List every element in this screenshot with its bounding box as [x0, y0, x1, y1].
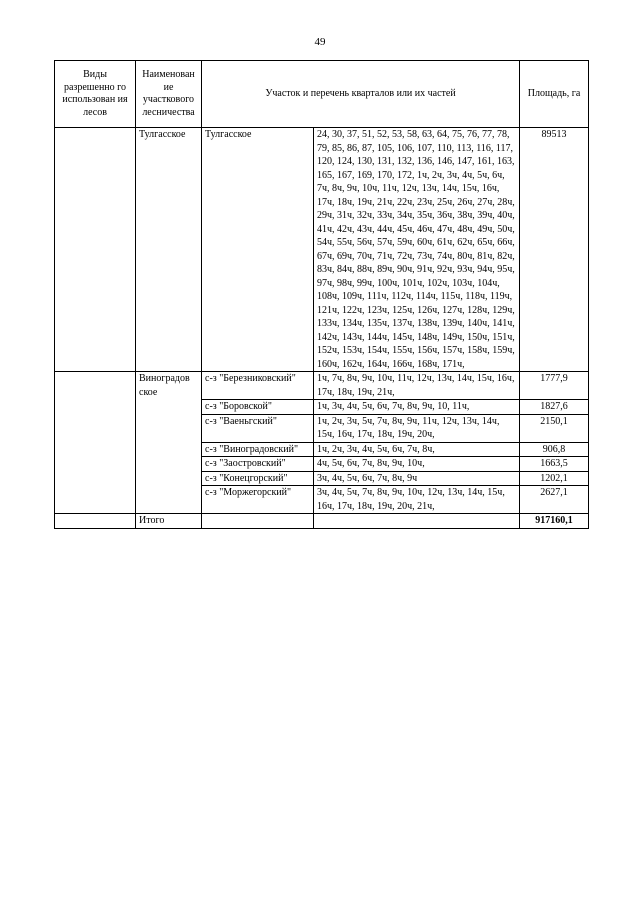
area-cell: 89513	[520, 128, 589, 372]
area-cell: 2627,1	[520, 486, 589, 514]
plot-cell: с-з "Березниковский"	[202, 372, 314, 400]
quarters-cell: 3ч, 4ч, 5ч, 7ч, 8ч, 9ч, 10ч, 12ч, 13ч, 14ч, 15ч, 16ч, 17ч, 18ч, 19ч, 20ч, 21ч,	[314, 486, 520, 514]
table-row	[55, 128, 589, 372]
area-cell: 1663,5	[520, 457, 589, 472]
quarters-cell: 1ч, 7ч, 8ч, 9ч, 10ч, 11ч, 12ч, 13ч, 14ч, 15ч, 16ч, 17ч, 18ч, 19ч, 21ч,	[314, 372, 520, 400]
header-usage-type: Виды разрешенно го использован ия лесов	[55, 61, 136, 128]
page-number: 49	[314, 36, 326, 48]
plot-cell: с-з "Заостровский"	[202, 457, 314, 472]
plot-cell: с-з "Моржегорский"	[202, 486, 314, 514]
area-cell: 2150,1	[520, 414, 589, 442]
total-row	[55, 514, 589, 529]
total-area: 917160,1	[520, 514, 589, 529]
table-header-row	[55, 61, 589, 128]
usage-cell	[55, 128, 136, 372]
district-cell: Тулгасское	[136, 128, 202, 372]
quarters-cell: 3ч, 4ч, 5ч, 6ч, 7ч, 8ч, 9ч	[314, 471, 520, 486]
area-cell: 1827,6	[520, 400, 589, 415]
plot-cell: с-з "Виноградовский"	[202, 442, 314, 457]
quarters-cell: 24, 30, 37, 51, 52, 53, 58, 63, 64, 75, 76, 77, 78, 79, 85, 86, 87, 105, 106, 107, 110, 113, 116, 117, 120, 124, 130, 131, 132, 136, 146, 147, 161, 163, 165, 167, 169, 170, 172, 1ч, 2ч, 3ч, 4ч, 5ч, 6ч, 7ч, 8ч, 9ч, 10ч, 11ч, 12ч, 13ч, 14ч, 15ч, 16ч, 17ч, 18ч, 19ч, 21ч, 22ч, 23ч, 25ч, 26ч, 27ч, 28ч, 29ч, 31ч, 32ч, 33ч, 34ч, 35ч, 36ч, 38ч, 39ч, 40ч, 41ч, 42ч, 43ч, 44ч, 45ч, 46ч, 47ч, 48ч, 49ч, 50ч, 54ч, 55ч, 56ч, 57ч, 59ч, 60ч, 61ч, 62ч, 65ч, 66ч, 67ч, 69ч, 70ч, 71ч, 72ч, 73ч, 74ч, 80ч, 81ч, 82ч, 83ч, 84ч, 88ч, 89ч, 90ч, 91ч, 92ч, 93ч, 94ч, 95ч, 97ч, 98ч, 99ч, 100ч, 101ч, 102ч, 103ч, 104ч, 108ч, 109ч, 111ч, 112ч, 114ч, 115ч, 118ч, 119ч, 121ч, 122ч, 123ч, 125ч, 126ч, 127ч, 128ч, 129ч, 133ч, 134ч, 135ч, 137ч, 138ч, 139ч, 140ч, 141ч, 142ч, 143ч, 144ч, 145ч, 148ч, 149ч, 150ч, 151ч, 152ч, 153ч, 154ч, 155ч, 156ч, 157ч, 158ч, 159ч, 160ч, 162ч, 164ч, 166ч, 168ч, 171ч,	[314, 128, 520, 372]
header-quarters: Участок и перечень кварталов или их частей	[202, 61, 520, 128]
plot-cell: с-з "Ваеньгский"	[202, 414, 314, 442]
quarters-cell: 4ч, 5ч, 6ч, 7ч, 8ч, 9ч, 10ч,	[314, 457, 520, 472]
plot-cell: с-з "Боровской"	[202, 400, 314, 415]
quarters-cell	[314, 514, 520, 529]
plot-cell	[202, 514, 314, 529]
quarters-cell: 1ч, 2ч, 3ч, 4ч, 5ч, 6ч, 7ч, 8ч,	[314, 442, 520, 457]
usage-cell	[55, 372, 136, 514]
table-row	[55, 372, 589, 400]
plot-cell: Тулгасское	[202, 128, 314, 372]
header-area: Площадь, га	[520, 61, 589, 128]
forest-usage-table	[54, 60, 589, 529]
area-cell: 1777,9	[520, 372, 589, 400]
quarters-cell: 1ч, 2ч, 3ч, 5ч, 7ч, 8ч, 9ч, 11ч, 12ч, 13ч, 14ч, 15ч, 16ч, 17ч, 18ч, 19ч, 20ч,	[314, 414, 520, 442]
quarters-cell: 1ч, 3ч, 4ч, 5ч, 6ч, 7ч, 8ч, 9ч, 10, 11ч,	[314, 400, 520, 415]
area-cell: 1202,1	[520, 471, 589, 486]
plot-cell: с-з "Конецгорский"	[202, 471, 314, 486]
district-cell: Виноградов ское	[136, 372, 202, 514]
header-district-name: Наименован ие участкового лесничества	[136, 61, 202, 128]
area-cell: 906,8	[520, 442, 589, 457]
total-label: Итого	[136, 514, 202, 529]
usage-cell	[55, 514, 136, 529]
